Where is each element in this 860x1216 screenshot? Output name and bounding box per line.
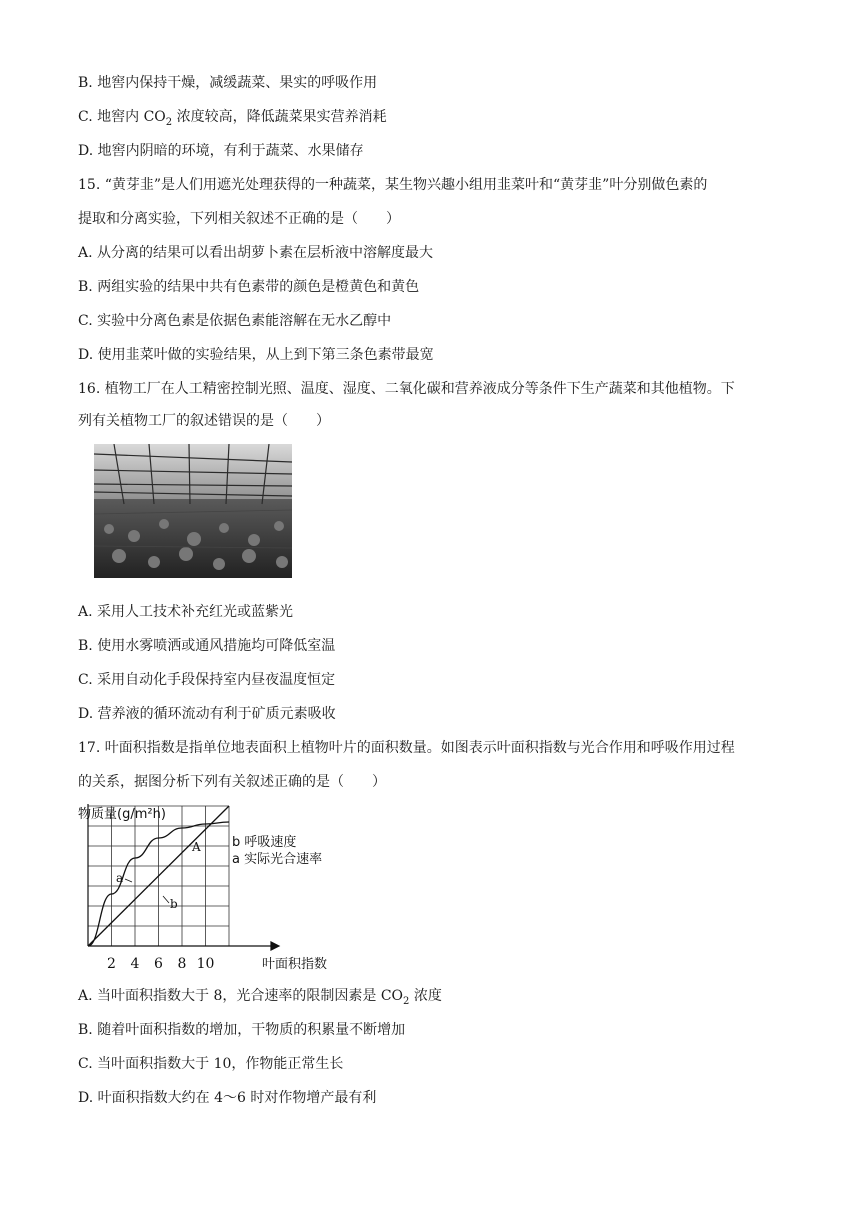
option-17a: A. 当叶面积指数大于 8，光合速率的限制因素是 $CO_2$ 浓度: [78, 988, 442, 1007]
legend-b: b 呼吸速度: [232, 835, 297, 850]
question-15-stem-cont: 提取和分离实验，下列相关叙述不正确的是（ ）: [78, 211, 400, 227]
question-17-stem-cont: 的关系，据图分析下列有关叙述正确的是（ ）: [78, 774, 386, 790]
x-tick-label: 2: [107, 956, 116, 972]
curve-b-leader: [163, 896, 169, 903]
option-17d: D. 叶面积指数大约在 4～6 时对作物增产最有利: [78, 1090, 377, 1106]
option-14d: D. 地窖内阴暗的环境，有利于蔬菜、水果储存: [78, 143, 364, 159]
option-17b: B. 随着叶面积指数的增加，干物质的积累量不断增加: [78, 1022, 406, 1038]
leaf-area-index-chart: [70, 804, 370, 976]
question-17-stem: 17. 叶面积指数是指单位地表面积上植物叶片的面积数量。如图表示叶面积指数与光合作用和呼吸作用过程: [78, 740, 735, 756]
x-tick-label: 8: [177, 956, 187, 972]
question-15-stem: 15. “黄芽韭”是人们用遮光处理获得的一种蔬菜，某生物兴趣小组用韭菜叶和“黄芽韭”叶分别做色素的: [78, 177, 708, 193]
curve-b-label: b: [170, 897, 178, 911]
option-15c: C. 实验中分离色素是依据色素能溶解在无水乙醇中: [78, 313, 392, 329]
greenhouse-photo: [94, 444, 292, 578]
option-15a: A. 从分离的结果可以看出胡萝卜素在层析液中溶解度最大: [78, 245, 434, 261]
option-16d: D. 营养液的循环流动有利于矿质元素吸收: [78, 706, 336, 722]
x-tick-label: 10: [196, 956, 215, 972]
question-16-stem: 16. 植物工厂在人工精密控制光照、温度、湿度、二氧化碳和营养液成分等条件下生产蔬菜和其他植物。下: [78, 381, 735, 397]
x-axis-label: 叶面积指数: [262, 957, 328, 972]
question-16-stem-cont: 列有关植物工厂的叙述错误的是（ ）: [78, 413, 330, 429]
option-16a: A. 采用人工技术补充红光或蓝紫光: [78, 604, 294, 620]
option-16c: C. 采用自动化手段保持室内昼夜温度恒定: [78, 672, 336, 688]
option-16b: B. 使用水雾喷洒或通风措施均可降低室温: [78, 638, 336, 654]
y-axis-label: 物质量(g/m²h): [78, 807, 166, 822]
legend-a: a 实际光合速率: [232, 852, 323, 867]
curve-a-label: a: [116, 871, 124, 885]
option-15b: B. 两组实验的结果中共有色素带的颜色是橙黄色和黄色: [78, 279, 420, 295]
x-tick-label: 6: [154, 956, 163, 972]
curve-a-leader: [125, 879, 132, 882]
point-A-label: A: [192, 840, 201, 854]
x-axis-arrow: [271, 942, 279, 950]
option-17c: C. 当叶面积指数大于 10，作物能正常生长: [78, 1056, 344, 1072]
option-15d: D. 使用韭菜叶做的实验结果，从上到下第三条色素带最宽: [78, 347, 434, 363]
option-14c: C. 地窖内 $CO_2$ 浓度较高，降低蔬菜果实营养消耗: [78, 109, 387, 128]
x-tick-label: 4: [130, 956, 140, 972]
option-14b: B. 地窖内保持干燥，减缓蔬菜、果实的呼吸作用: [78, 75, 378, 91]
